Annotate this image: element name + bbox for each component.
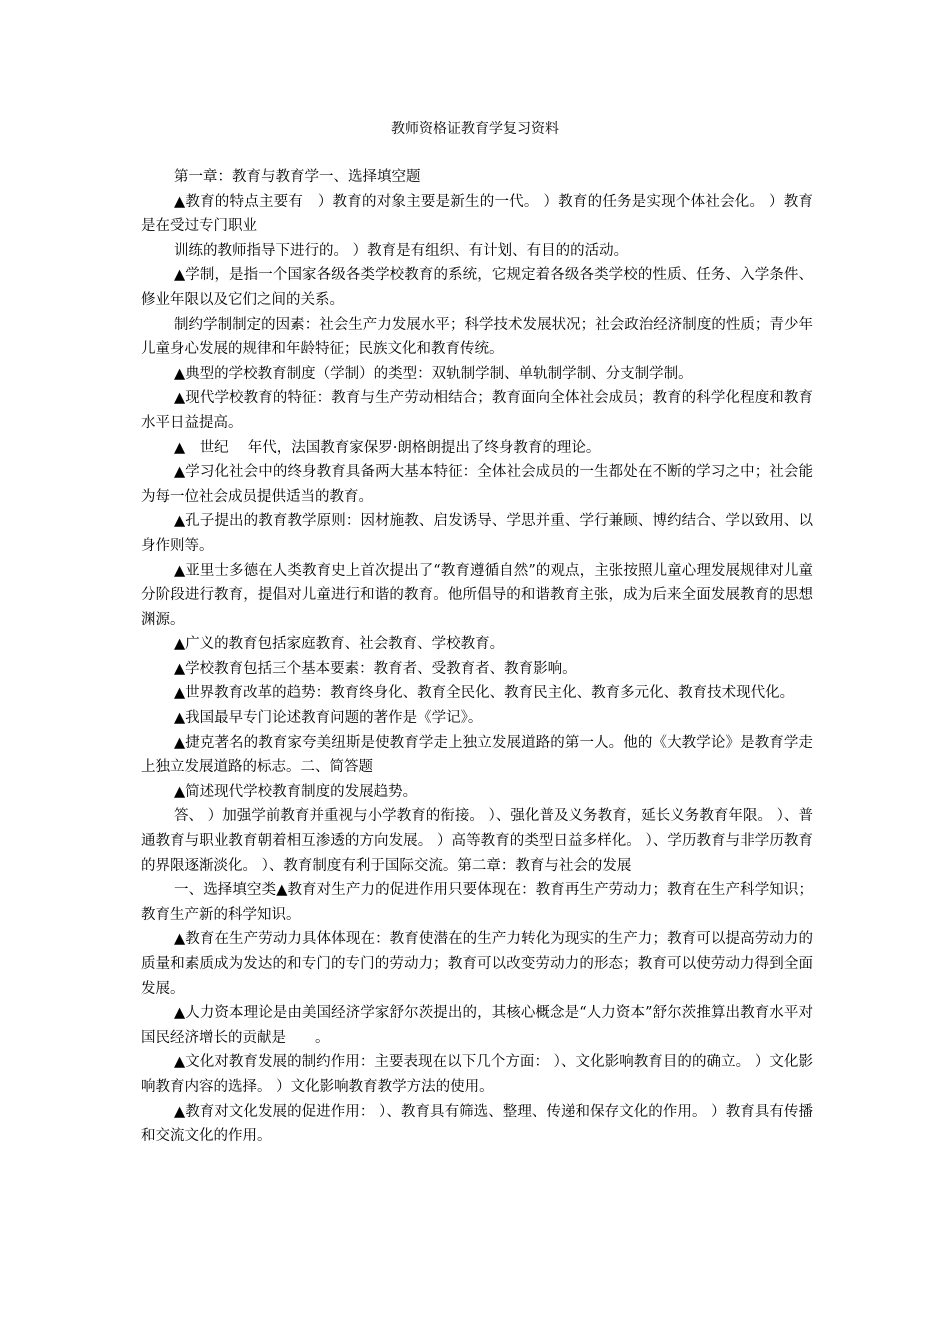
document-title: 教师资格证教育学复习资料 — [391, 121, 559, 137]
paragraph: 训练的教师指导下进行的。 ）教育是有组织、有计划、有目的的活动。 — [174, 242, 629, 259]
paragraph: ▲学校教育包括三个基本要素：教育者、受教育者、教育影响。 — [174, 660, 577, 677]
paragraph: ▲学习化社会中的终身教育具备两大基本特征：全体社会成员的一生都处在不断的学习之中；社会能为每一位社会成员提供适当的教育。 — [141, 464, 813, 505]
paragraph: ▲人力资本理论是由美国经济学家舒尔茨提出的，其核心概念是“人力资本”舒尔茨推算出教育水平对国民经济增长的贡献是 。 — [141, 1005, 813, 1046]
paragraph: ▲ 世纪 年代，法国教育家保罗·朗格朗提出了终身教育的理论。 — [174, 439, 601, 456]
paragraph: ▲学制，是指一个国家各级各类学校教育的系统，它规定着各级各类学校的性质、任务、入学条件、修业年限以及它们之间的关系。 — [141, 267, 813, 308]
paragraph: 第一章：教育与教育学一、选择填空题 — [174, 169, 421, 185]
document-body — [141, 165, 813, 1149]
paragraph: ▲捷克著名的教育家夸美纽斯是使教育学走上独立发展道路的第一人。他的《大教学论》是教育学走上独立发展道路的标志。二、简答题 — [141, 734, 813, 776]
paragraph: ▲亚里士多德在人类教育史上首次提出了“教育遵循自然”的观点，主张按照儿童心理发展规律对儿童分阶段进行教育，提倡对儿童进行和谐的教育。他所倡导的和谐教育主张，成为后来全面发展教育的思想渊源。 — [141, 562, 813, 628]
paragraph: ▲广义的教育包括家庭教育、社会教育、学校教育。 — [174, 636, 505, 653]
paragraph: 答、 ）加强学前教育并重视与小学教育的衔接。 ）、强化普及义务教育，延长义务教育年限。 ）、普通教育与职业教育朝着相互渗透的方向发展。 ）高等教育的类型日益多样化。 ）、学历教育与非学历教育的界限逐渐淡化。 ）、教育制度有利于国际交流。第二章：教育与社会的发展 — [141, 808, 813, 874]
paragraph: ▲现代学校教育的特征：教育与生产劳动相结合；教育面向全体社会成员；教育的科学化程度和教育水平日益提高。 — [141, 390, 813, 431]
paragraph: ▲世界教育改革的趋势：教育终身化、教育全民化、教育民主化、教育多元化、教育技术现代化。 — [174, 685, 795, 702]
paragraph: ▲典型的学校教育制度（学制）的类型：双轨制学制、单轨制学制、分支制学制。 — [174, 365, 693, 382]
paragraph: ▲简述现代学校教育制度的发展趋势。 — [174, 783, 418, 800]
paragraph: ▲教育对文化发展的促进作用： ）、教育具有筛选、整理、传递和保存文化的作用。 ）教育具有传播和交流文化的作用。 — [141, 1103, 813, 1145]
paragraph: ▲教育的特点主要有 ）教育的对象主要是新生的一代。 ）教育的任务是实现个体社会化。 ）教育是在受过专门职业 — [141, 193, 813, 235]
paragraph: ▲文化对教育发展的制约作用：主要表现在以下几个方面： ）、文化影响教育目的的确立。 ）文化影响教育内容的选择。 ）文化影响教育教学方法的使用。 — [141, 1054, 813, 1095]
paragraph: ▲教育在生产劳动力具体体现在：教育使潜在的生产力转化为现实的生产力；教育可以提高劳动力的质量和素质成为发达的和专门的专门的劳动力；教育可以改变劳动力的形态；教育可以使劳动力得到全面发展。 — [141, 931, 813, 997]
paragraph: ▲孔子提出的教育教学原则：因材施教、启发诱导、学思并重、学行兼顾、博约结合、学以致用、以身作则等。 — [141, 513, 813, 554]
paragraph: 一、选择填空类▲教育对生产力的促进作用只要体现在：教育再生产劳动力；教育在生产科学知识；教育生产新的科学知识。 — [141, 882, 813, 923]
paragraph: ▲我国最早专门论述教育问题的著作是《学记》。 — [174, 710, 483, 727]
paragraph: 制约学制制定的因素：社会生产力发展水平；科学技术发展状况；社会政治经济制度的性质；青少年儿童身心发展的规律和年龄特征；民族文化和教育传统。 — [141, 316, 813, 358]
